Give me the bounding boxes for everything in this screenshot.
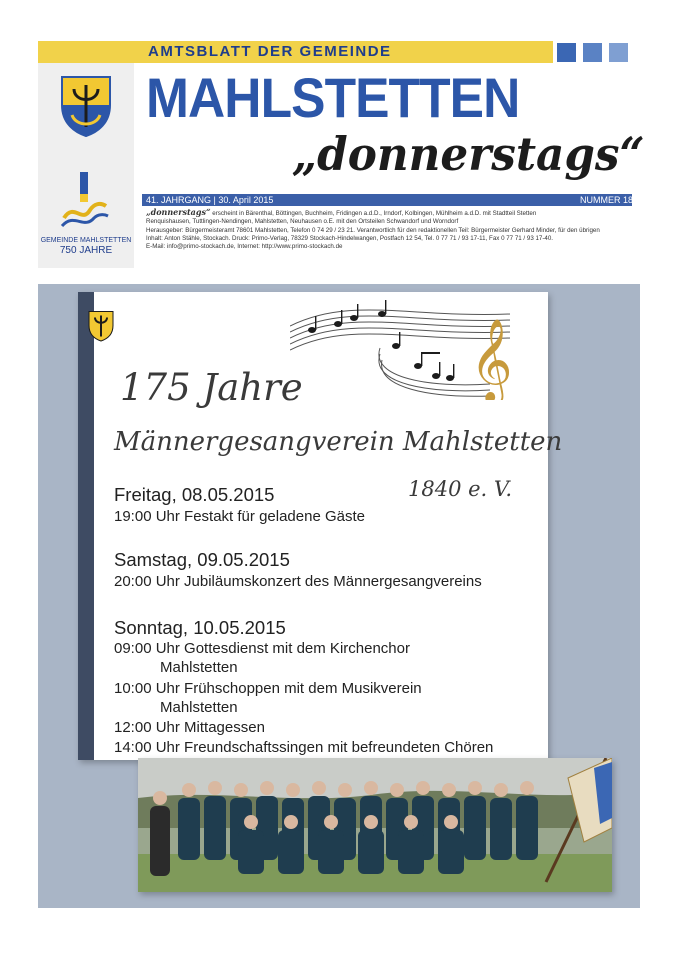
program-day: Sonntag, 10.05.2015 [114,617,286,638]
info-line: E-Mail: info@primo-stockach.de, Internet: http://www.primo-stockach.de [146,243,343,251]
anniversary-title: 175 Jahre [120,366,303,409]
program-event: 09:00 Uhr Gottesdienst mit dem Kirchenchor [114,640,410,657]
issue-number: NUMMER 18 [580,195,634,205]
choir-photo-illustration [138,758,612,892]
club-name: Männergesangverein Mahlstetten [114,427,563,457]
info-line: Inhalt: Anton Stähle, Stockach. Druck: Primo-Verlag, 78329 Stockach-Hindelwangen, Postfach 12 54, Tel. 0 77 71 / 93 17-11, Fax 0 77 71 / 93 17-40. [146,234,554,242]
poster-card-band [78,292,94,760]
publication-info [146,208,636,251]
program-day: Freitag, 08.05.2015 [114,484,275,505]
program-event: 20:00 Uhr Jubiläumskonzert des Männergesangvereins [114,573,482,590]
script-title-text: donnerstags [317,127,620,181]
decor-square [557,43,576,62]
choir-group-photo [138,758,612,892]
anniversary-logo-icon [60,172,110,230]
logo-label: GEMEINDE MAHLSTETTEN [40,237,132,244]
program-day: Samstag, 09.05.2015 [114,549,290,570]
coat-of-arms-icon [88,310,114,342]
decor-square [583,43,602,62]
info-line: „donnerstags“ erscheint in Bärenthal, Böttingen, Buchheim, Fridingen a.d.D., Irndorf, Kolbingen, Mühlheim a.d.D. mit Stadtteil Stetten [146,207,537,217]
program-event: 14:00 Uhr Freundschaftssingen mit befreundeten Chören [114,739,494,756]
program-event: 12:00 Uhr Mittagessen [114,719,265,736]
program-event: 10:00 Uhr Frühschoppen mit dem Musikverein [114,680,422,697]
info-line: Herausgeber: Bürgermeisteramt 78601 Mahlstetten, Telefon 0 74 29 / 23 21. Verantwortlich für den redaktionellen Teil: Bürgermeister Gerhard Minder, für den übrigen [146,226,600,234]
brand-inline: „donnerstags“ [146,207,211,217]
masthead-kicker: AMTSBLATT DER GEMEINDE [148,43,392,60]
treble-clef-icon: 𝄞 [470,317,513,400]
decor-square [609,43,628,62]
logo-years: 750 JAHRE [59,245,113,256]
coat-of-arms-icon [60,75,112,137]
info-line: Renquishausen, Tuttlingen-Nendingen, Mahlstetten, Neuhausen o.E. mit den Ortsteilen Schwandorf und Worndorf [146,218,459,226]
program-event-continued: Mahlstetten [160,659,238,676]
masthead-title: MAHLSTETTEN [146,66,520,129]
club-since: 1840 e. V. [408,477,513,501]
masthead-script-title: „donnerstags“ [292,127,645,181]
program-event-continued: Mahlstetten [160,699,238,716]
music-notes-icon [290,288,514,400]
jahrgang-date: 41. JAHRGANG | 30. April 2015 [146,195,274,205]
program-event: 19:00 Uhr Festakt für geladene Gäste [114,508,365,525]
